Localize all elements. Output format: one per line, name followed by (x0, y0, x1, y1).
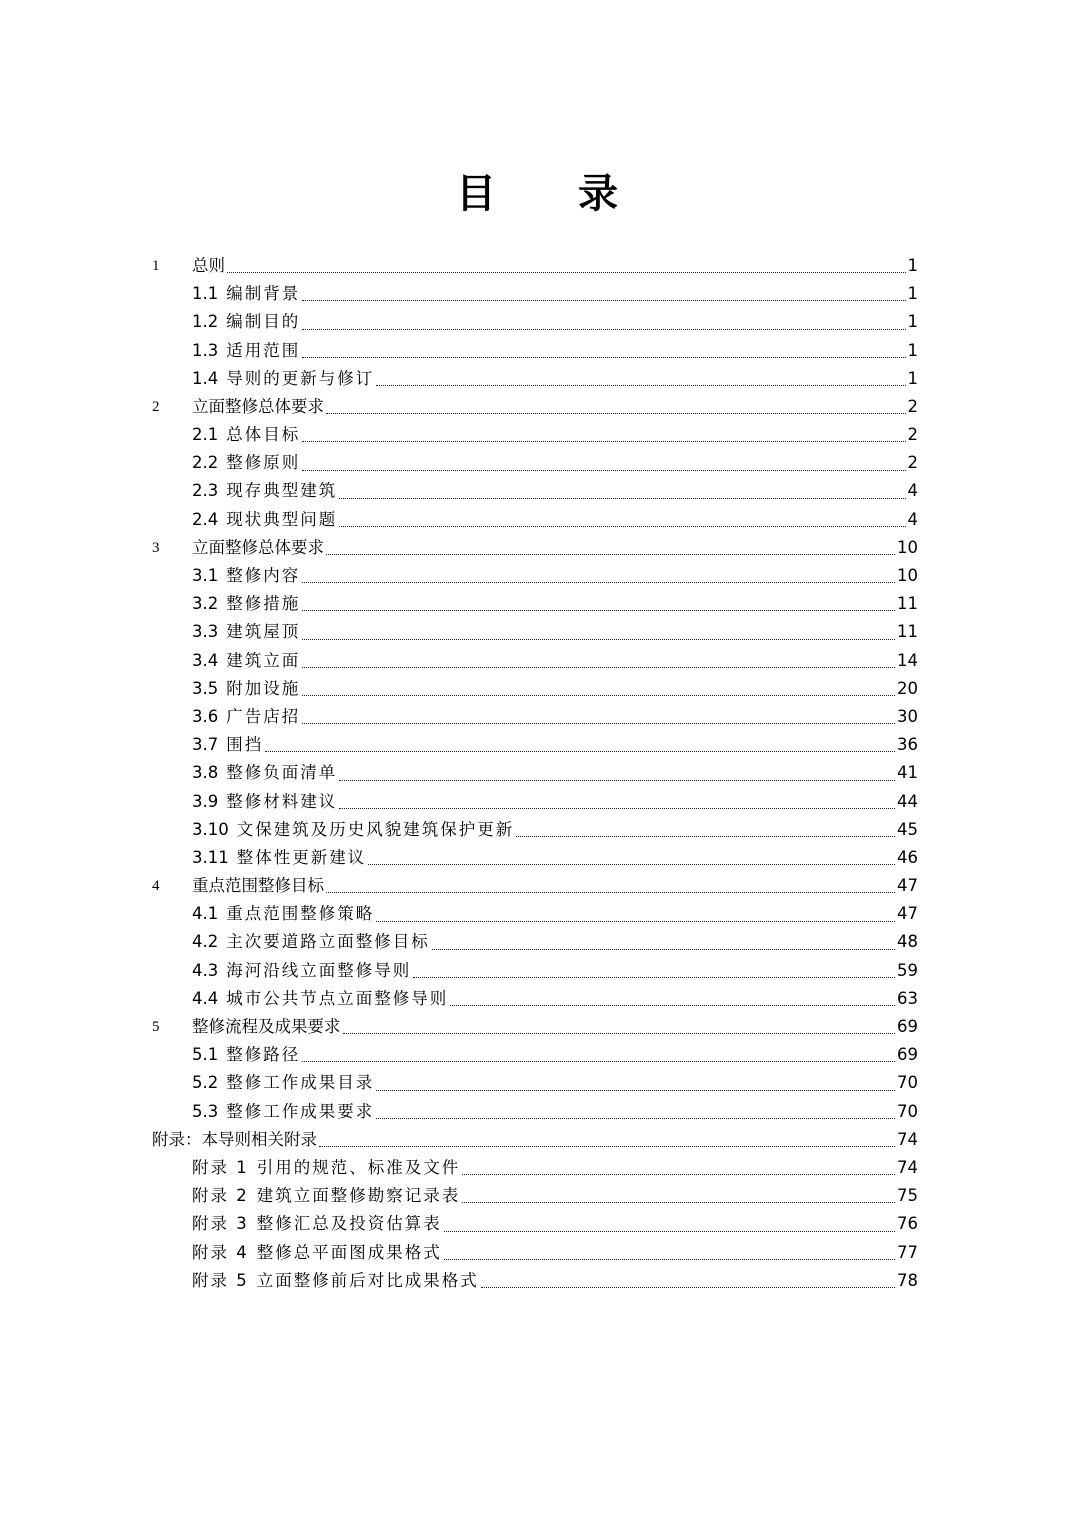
toc-entry-label: 整修流程及成果要求 (192, 1017, 341, 1037)
toc-page-number: 44 (897, 791, 918, 811)
toc-entry[interactable] (152, 562, 918, 590)
dot-leader (302, 667, 895, 668)
dot-leader (376, 385, 905, 386)
toc-page-number: 74 (897, 1157, 918, 1177)
dot-leader (339, 808, 895, 809)
toc-entry[interactable] (152, 337, 918, 365)
toc-page-number: 1 (907, 255, 918, 275)
dot-leader (227, 272, 906, 273)
dot-leader (302, 357, 905, 358)
toc-page-number: 4 (907, 481, 918, 501)
dot-leader (302, 723, 895, 724)
toc-entry[interactable] (152, 647, 918, 675)
toc-entry-label: 整修工作成果目录 (226, 1073, 375, 1093)
toc-entry-label: 整修汇总及投资估算表 (256, 1214, 442, 1234)
toc-page-number: 1 (907, 340, 918, 360)
toc-entry[interactable] (152, 280, 918, 308)
dot-leader (413, 977, 895, 978)
toc-entry-label: 立面整修前后对比成果格式 (256, 1270, 479, 1290)
section-number: 3.1 (192, 566, 219, 586)
appendix-number: 附录 1 (192, 1157, 249, 1177)
toc-page-number: 41 (897, 763, 918, 783)
toc-entry[interactable] (152, 393, 918, 421)
toc-page-number: 63 (897, 988, 918, 1008)
toc-entry-label: 导则的更新与修订 (226, 368, 375, 388)
toc-entry[interactable] (152, 985, 918, 1013)
toc-entry[interactable] (152, 1013, 918, 1041)
dot-leader (516, 836, 895, 837)
section-number: 5.3 (192, 1101, 219, 1121)
chapter-number: 3 (152, 539, 160, 556)
toc-page-number: 77 (897, 1242, 918, 1262)
toc-entry-label: 整体性更新建议 (236, 847, 367, 867)
section-number: 1.2 (192, 312, 219, 332)
dot-leader (368, 864, 895, 865)
toc-entry-label: 现存典型建筑 (226, 481, 338, 501)
toc-page-number: 75 (897, 1186, 918, 1206)
dot-leader (444, 1231, 895, 1232)
dot-leader (326, 892, 895, 893)
section-number: 3.11 (192, 847, 229, 867)
dot-leader (462, 1202, 895, 1203)
toc-entry[interactable] (152, 1041, 918, 1069)
toc-entry[interactable] (152, 844, 918, 872)
toc-entry-label: 引用的规范、标准及文件 (256, 1157, 461, 1177)
section-number: 3.8 (192, 763, 219, 783)
section-number: 3.5 (192, 678, 219, 698)
dot-leader (444, 1259, 895, 1260)
toc-entry-label: 整修工作成果要求 (226, 1101, 375, 1121)
toc-entry-label: 附加设施 (226, 678, 301, 698)
toc-page-number: 4 (907, 509, 918, 529)
toc-entry[interactable] (152, 1182, 918, 1210)
toc-entry[interactable] (152, 252, 918, 280)
section-number: 1.3 (192, 340, 219, 360)
toc-entry[interactable] (152, 900, 918, 928)
dot-leader (481, 1287, 895, 1288)
toc-entry-label: 建筑屋顶 (226, 622, 301, 642)
appendix-number: 附录 3 (192, 1214, 249, 1234)
toc-page-number: 10 (897, 537, 918, 557)
toc-page-number: 70 (897, 1073, 918, 1093)
toc-entry-label: 适用范围 (226, 340, 301, 360)
toc-entry[interactable] (152, 1126, 918, 1154)
toc-entry[interactable] (152, 1069, 918, 1097)
toc-entry-label: 整修负面清单 (226, 763, 338, 783)
toc-page-number: 20 (897, 678, 918, 698)
toc-entry-label: 立面整修总体要求 (192, 537, 324, 557)
toc-entry-label: 围挡 (226, 735, 264, 755)
dot-leader (326, 554, 895, 555)
toc-page-number: 2 (907, 453, 918, 473)
section-number: 4.4 (192, 988, 219, 1008)
section-number: 4.1 (192, 904, 219, 924)
dot-leader (302, 639, 895, 640)
chapter-number: 1 (152, 257, 160, 274)
section-number: 2.3 (192, 481, 219, 501)
dot-leader (319, 1146, 895, 1147)
toc-entry-label: 总体目标 (226, 425, 301, 445)
dot-leader (302, 300, 905, 301)
toc-page-number: 1 (907, 312, 918, 332)
toc-page-number: 69 (897, 1017, 918, 1037)
appendix-number: 附录 2 (192, 1186, 249, 1206)
toc-entry[interactable] (152, 929, 918, 957)
dot-leader (376, 1118, 895, 1119)
section-number: 3.6 (192, 706, 219, 726)
section-number: 3.7 (192, 735, 219, 755)
toc-entry-label: 整修内容 (226, 566, 301, 586)
toc-entry-label: 编制目的 (226, 312, 301, 332)
toc-page-number: 30 (897, 706, 918, 726)
toc-entry[interactable] (152, 506, 918, 534)
toc-entry[interactable] (152, 731, 918, 759)
toc-entry-label: 建筑立面 (226, 650, 301, 670)
dot-leader (376, 1090, 895, 1091)
toc-page-number: 46 (897, 847, 918, 867)
toc-entry-label: 重点范围整修目标 (192, 876, 324, 896)
dot-leader (302, 441, 905, 442)
toc-entry-label: 城市公共节点立面整修导则 (226, 988, 449, 1008)
dot-leader (339, 780, 895, 781)
appendix-number: 附录 4 (192, 1242, 249, 1262)
toc-entry-label: 附录：本导则相关附录 (152, 1129, 317, 1149)
toc-entry-label: 整修路径 (226, 1045, 301, 1065)
toc-entry-label: 整修材料建议 (226, 791, 338, 811)
section-number: 5.2 (192, 1073, 219, 1093)
dot-leader (343, 1033, 896, 1034)
page-title: 目 录 (456, 170, 652, 217)
dot-leader (376, 921, 895, 922)
toc-page-number: 11 (897, 622, 918, 642)
toc-entry-label: 整修原则 (226, 453, 301, 473)
toc-entry-label: 海河沿线立面整修导则 (226, 960, 412, 980)
chapter-number: 4 (152, 878, 160, 895)
dot-leader (302, 1061, 895, 1062)
toc-entry[interactable] (152, 1154, 918, 1182)
toc-entry-label: 主次要道路立面整修目标 (226, 932, 430, 952)
section-number: 1.1 (192, 284, 219, 304)
toc-entry-label: 整修总平面图成果格式 (256, 1242, 442, 1262)
toc-page-number: 76 (897, 1214, 918, 1234)
toc-entry[interactable] (152, 759, 918, 787)
toc-entry[interactable] (152, 1239, 918, 1267)
toc-entry-label: 整修措施 (226, 594, 301, 614)
toc-entry[interactable] (152, 449, 918, 477)
section-number: 2.2 (192, 453, 219, 473)
toc-entry[interactable] (152, 1098, 918, 1126)
toc-entry[interactable] (152, 421, 918, 449)
section-number: 3.9 (192, 791, 219, 811)
toc-entry[interactable] (152, 957, 918, 985)
toc-page-number: 78 (897, 1270, 918, 1290)
toc-entry-label: 文保建筑及历史风貌建筑保护更新 (236, 819, 515, 839)
toc-entry[interactable] (152, 675, 918, 703)
toc-page-number: 1 (907, 368, 918, 388)
toc-page-number: 48 (897, 932, 918, 952)
toc-page-number: 69 (897, 1045, 918, 1065)
toc-page-number: 10 (897, 566, 918, 586)
section-number: 4.3 (192, 960, 219, 980)
dot-leader (302, 470, 905, 471)
toc-page-number: 47 (897, 876, 918, 896)
dot-leader (450, 1005, 895, 1006)
toc-entry[interactable] (152, 618, 918, 646)
toc-page-number: 11 (897, 594, 918, 614)
dot-leader (339, 526, 905, 527)
section-number: 2.1 (192, 425, 219, 445)
dot-leader (432, 949, 895, 950)
dot-leader (462, 1174, 895, 1175)
toc-page-number: 45 (897, 819, 918, 839)
toc-entry-label: 广告店招 (226, 706, 301, 726)
dot-leader (302, 695, 895, 696)
toc-entry[interactable] (152, 1267, 918, 1295)
toc-entry-label: 建筑立面整修勘察记录表 (256, 1186, 461, 1206)
section-number: 3.10 (192, 819, 229, 839)
toc-page-number: 70 (897, 1101, 918, 1121)
toc-entry[interactable] (152, 1210, 918, 1238)
section-number: 4.2 (192, 932, 219, 952)
toc-entry-label: 总则 (192, 255, 225, 275)
toc-entry-label: 现状典型问题 (226, 509, 338, 529)
dot-leader (326, 413, 906, 414)
section-number: 3.2 (192, 594, 219, 614)
section-number: 3.4 (192, 650, 219, 670)
toc-entry[interactable] (152, 478, 918, 506)
toc-page-number: 36 (897, 735, 918, 755)
toc-entry[interactable] (152, 816, 918, 844)
toc-page-number: 2 (907, 425, 918, 445)
toc-entry[interactable] (152, 534, 918, 562)
toc-entry-label: 编制背景 (226, 284, 301, 304)
toc-entry-label: 重点范围整修策略 (226, 904, 375, 924)
toc-entry[interactable] (152, 308, 918, 336)
toc-entry[interactable] (152, 703, 918, 731)
toc-entry-label: 立面整修总体要求 (192, 396, 324, 416)
toc-entry[interactable] (152, 365, 918, 393)
appendix-number: 附录 5 (192, 1270, 249, 1290)
toc-entry[interactable] (152, 590, 918, 618)
toc-page-number: 47 (897, 904, 918, 924)
toc-page-number: 59 (897, 960, 918, 980)
toc-entry[interactable] (152, 788, 918, 816)
section-number: 1.4 (192, 368, 219, 388)
toc-page-number: 1 (907, 284, 918, 304)
dot-leader (339, 498, 905, 499)
dot-leader (302, 329, 905, 330)
section-number: 5.1 (192, 1045, 219, 1065)
dot-leader (265, 751, 895, 752)
section-number: 3.3 (192, 622, 219, 642)
toc-page-number: 14 (897, 650, 918, 670)
toc-page-number: 74 (897, 1129, 918, 1149)
toc-page-number: 2 (907, 396, 918, 416)
dot-leader (302, 610, 895, 611)
chapter-number: 5 (152, 1019, 160, 1036)
chapter-number: 2 (152, 398, 160, 415)
section-number: 2.4 (192, 509, 219, 529)
toc-entry[interactable] (152, 872, 918, 900)
table-of-contents (152, 252, 918, 1295)
dot-leader (302, 582, 895, 583)
